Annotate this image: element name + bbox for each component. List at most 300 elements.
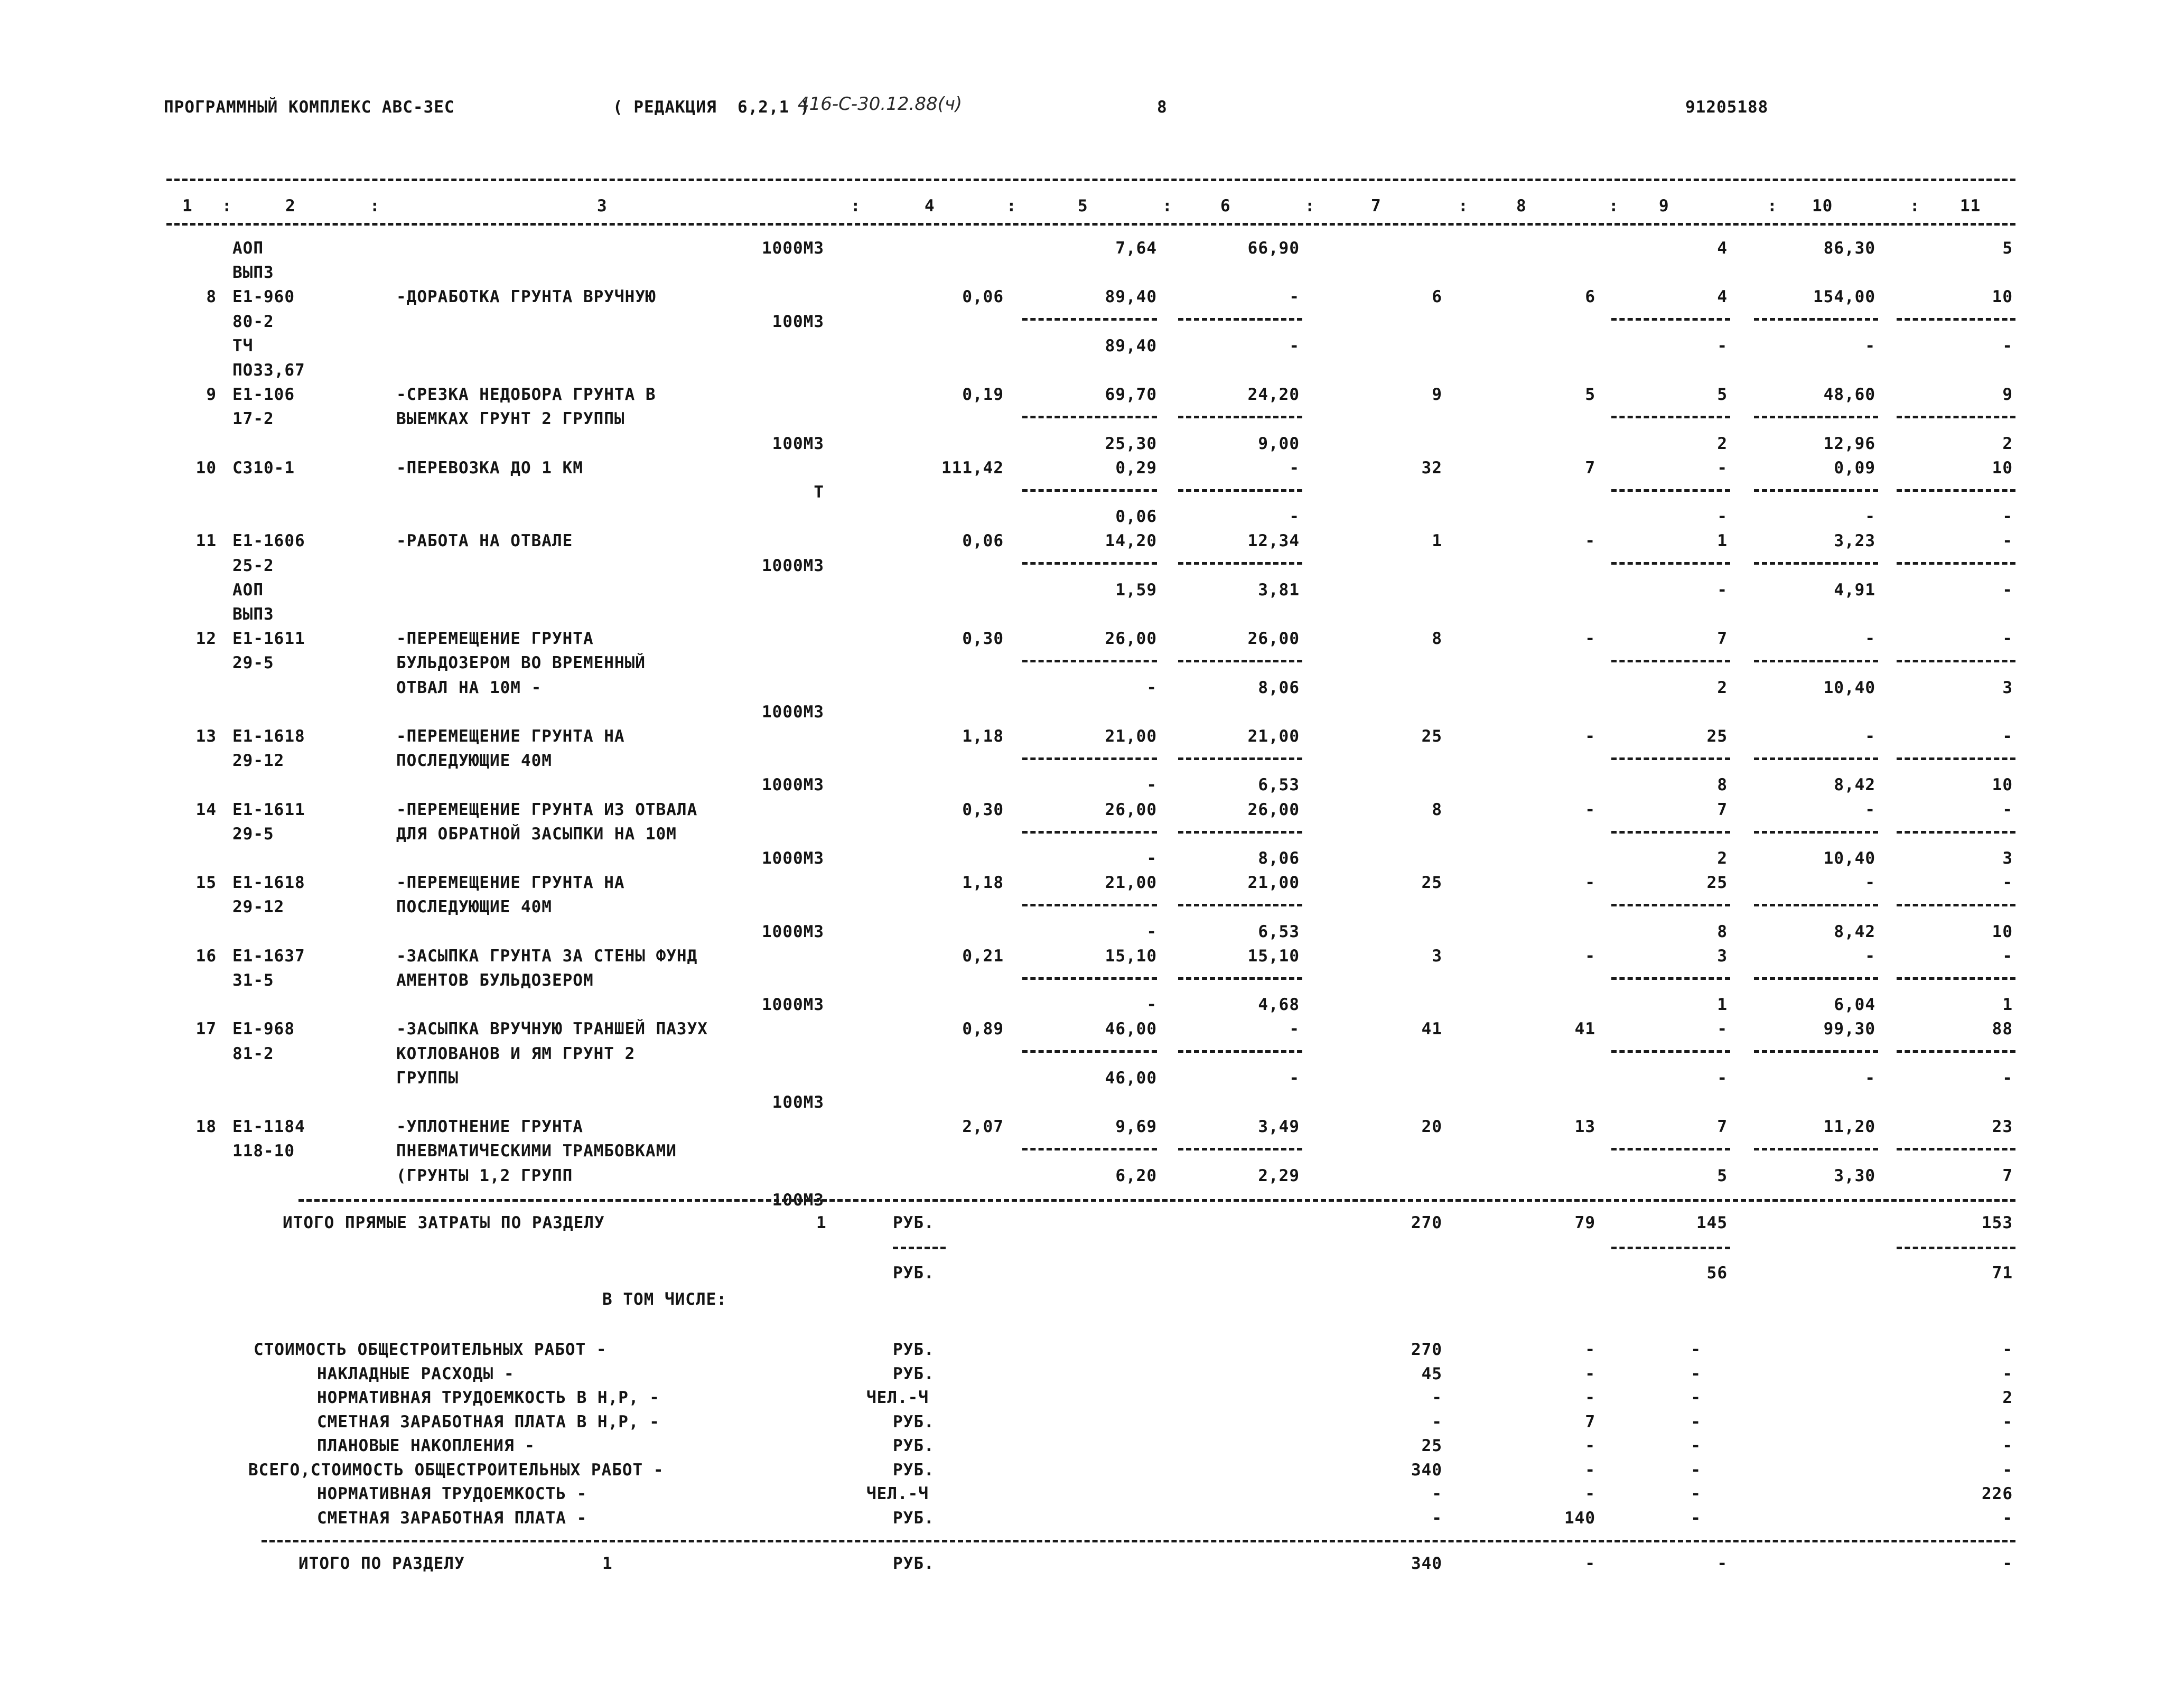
summary-c8: - bbox=[1585, 1388, 1595, 1407]
value-separator-rule bbox=[1754, 904, 1878, 906]
cell-c10: 6,04 bbox=[1834, 995, 1875, 1014]
value-separator-rule bbox=[1178, 416, 1302, 418]
cell-c9: 4 bbox=[1717, 287, 1728, 306]
cell-c7: 8 bbox=[1432, 800, 1442, 819]
value-separator-rule bbox=[1178, 904, 1302, 906]
cell-desc: ВЫЕМКАХ ГРУНТ 2 ГРУППЫ bbox=[396, 409, 625, 428]
cell-c9: 1 bbox=[1717, 995, 1728, 1014]
column-number-9: 9 bbox=[1659, 197, 1669, 216]
cell-n: 12 bbox=[195, 629, 217, 648]
summary-c9: - bbox=[1691, 1436, 1701, 1455]
cell-code: 80-2 bbox=[232, 312, 274, 331]
cell-c5: 26,00 bbox=[1105, 800, 1157, 819]
cell-code: 29-12 bbox=[232, 751, 285, 770]
cell-c9: - bbox=[1717, 459, 1728, 478]
cell-c5: - bbox=[1146, 849, 1157, 868]
cell-c6: 3,49 bbox=[1258, 1117, 1300, 1136]
cell-n: 11 bbox=[195, 531, 217, 550]
summary-c8: - bbox=[1585, 1461, 1595, 1480]
summary-label: НОРМАТИВНАЯ ТРУДОЕМКОСТЬ В Н,Р, - bbox=[317, 1388, 660, 1407]
final-c8: - bbox=[1585, 1554, 1595, 1573]
value-separator-rule bbox=[1178, 660, 1302, 662]
cell-c7: 3 bbox=[1432, 947, 1442, 966]
cell-c10: 4,91 bbox=[1834, 581, 1875, 600]
cell-c11: 2 bbox=[2002, 434, 2013, 453]
cell-desc: -ДОРАБОТКА ГРУНТА ВРУЧНУЮ bbox=[396, 287, 656, 306]
cell-c6: 66,90 bbox=[1247, 239, 1300, 258]
direct-costs-c8: 79 bbox=[1574, 1213, 1595, 1232]
value-separator-rule bbox=[1754, 831, 1878, 834]
cell-c5: 0,29 bbox=[1115, 459, 1157, 478]
column-header-rule bbox=[166, 223, 2015, 226]
cell-c6: 4,68 bbox=[1258, 995, 1300, 1014]
column-separator: : bbox=[1006, 197, 1017, 216]
cell-c9: 7 bbox=[1717, 1117, 1728, 1136]
cell-c11: 10 bbox=[1992, 922, 2013, 941]
column-number-4: 4 bbox=[925, 197, 935, 216]
column-separator: : bbox=[1767, 197, 1778, 216]
cell-c6: 21,00 bbox=[1247, 873, 1300, 892]
cell-c10: 8,42 bbox=[1834, 922, 1875, 941]
summary-unit: ЧЕЛ.-Ч bbox=[866, 1484, 929, 1503]
cell-c6: 24,20 bbox=[1247, 385, 1300, 404]
cell-c6: 9,00 bbox=[1258, 434, 1300, 453]
summary-c7: 45 bbox=[1421, 1364, 1442, 1383]
column-separator: : bbox=[1162, 197, 1173, 216]
cell-c7: 9 bbox=[1432, 385, 1442, 404]
cell-c10: 99,30 bbox=[1823, 1019, 1875, 1039]
cell-c6: 21,00 bbox=[1247, 727, 1300, 746]
cell-c5: 15,10 bbox=[1105, 947, 1157, 966]
cell-c9: 8 bbox=[1717, 775, 1728, 794]
cell-desc: ДЛЯ ОБРАТНОЙ ЗАСЫПКИ НА 10М bbox=[396, 825, 677, 844]
handwritten-note: 416-С-30.12.88(ч) bbox=[798, 93, 963, 115]
cell-c9: 25 bbox=[1706, 727, 1728, 746]
summary-c9: - bbox=[1691, 1484, 1701, 1503]
cell-c10: 8,42 bbox=[1834, 775, 1875, 794]
cell-desc: -СРЕЗКА НЕДОБОРА ГРУНТА В bbox=[396, 385, 656, 404]
cell-code: Е1-1611 bbox=[232, 629, 305, 648]
cell-c10: - bbox=[1865, 336, 1875, 355]
summary-unit: ЧЕЛ.-Ч bbox=[866, 1388, 929, 1407]
cell-c6: 8,06 bbox=[1258, 678, 1300, 697]
value-separator-rule bbox=[1022, 660, 1157, 662]
document-code: 91205188 bbox=[1685, 98, 1769, 117]
cell-desc: АМЕНТОВ БУЛЬДОЗЕРОМ bbox=[396, 971, 594, 990]
summary-c9: - bbox=[1691, 1340, 1701, 1359]
summary-c11: 2 bbox=[2002, 1388, 2013, 1407]
direct-costs-unit: РУБ. bbox=[893, 1213, 935, 1232]
cell-c10: 48,60 bbox=[1823, 385, 1875, 404]
cell-c5: 1,59 bbox=[1115, 581, 1157, 600]
value-separator-rule bbox=[1897, 562, 2015, 565]
cell-desc: -ПЕРЕВОЗКА ДО 1 КМ bbox=[396, 459, 583, 478]
summary-label: СМЕТНАЯ ЗАРАБОТНАЯ ПЛАТА В Н,Р, - bbox=[317, 1412, 660, 1432]
direct-costs-c11b: 71 bbox=[1992, 1264, 2013, 1283]
including-label: В ТОМ ЧИСЛЕ: bbox=[602, 1290, 727, 1309]
cell-code: С310-1 bbox=[232, 459, 295, 478]
summary-label: НАКЛАДНЫЕ РАСХОДЫ - bbox=[317, 1364, 515, 1383]
cell-c11: - bbox=[2002, 1069, 2013, 1088]
cell-c6: - bbox=[1289, 336, 1300, 355]
cell-desc: -ПЕРЕМЕЩЕНИЕ ГРУНТА bbox=[396, 629, 594, 648]
cell-c9: 2 bbox=[1717, 678, 1728, 697]
cell-c6: 12,34 bbox=[1247, 531, 1300, 550]
cell-code: Е1-106 bbox=[232, 385, 295, 404]
summary-c11: - bbox=[2002, 1461, 2013, 1480]
value-separator-rule bbox=[1897, 831, 2015, 834]
cell-unit: 100М3 bbox=[772, 312, 824, 331]
summary-c9: - bbox=[1691, 1364, 1701, 1383]
value-separator-rule bbox=[1178, 562, 1302, 565]
summary-c11: - bbox=[2002, 1436, 2013, 1455]
cell-c11: - bbox=[2002, 581, 2013, 600]
cell-code: Е1-1606 bbox=[232, 531, 305, 550]
cell-unit: 1000М3 bbox=[762, 239, 824, 258]
summary-unit: РУБ. bbox=[893, 1364, 935, 1383]
c11-short-rule bbox=[1897, 1247, 2015, 1249]
cell-unit: Т bbox=[814, 483, 824, 502]
final-unit: РУБ. bbox=[893, 1554, 935, 1573]
value-separator-rule bbox=[1754, 977, 1878, 980]
summary-c8: 7 bbox=[1585, 1412, 1595, 1432]
cell-code: 29-12 bbox=[232, 897, 285, 916]
cell-qty: 0,30 bbox=[962, 800, 1004, 819]
cell-c6: 6,53 bbox=[1258, 775, 1300, 794]
summary-c7: 270 bbox=[1411, 1340, 1442, 1359]
cell-c5: 14,20 bbox=[1105, 531, 1157, 550]
cell-c11: 3 bbox=[2002, 678, 2013, 697]
cell-c9: - bbox=[1717, 1019, 1728, 1039]
summary-unit: РУБ. bbox=[893, 1461, 935, 1480]
cell-c9: - bbox=[1717, 336, 1728, 355]
value-separator-rule bbox=[1754, 757, 1878, 760]
cell-qty: 1,18 bbox=[962, 873, 1004, 892]
value-separator-rule bbox=[1022, 904, 1157, 906]
cell-c11: - bbox=[2002, 873, 2013, 892]
cell-c6: - bbox=[1289, 287, 1300, 306]
cell-desc: ПНЕВМАТИЧЕСКИМИ ТРАМБОВКАМИ bbox=[396, 1142, 677, 1161]
summary-c11: - bbox=[2002, 1509, 2013, 1528]
summary-c11: - bbox=[2002, 1412, 2013, 1432]
cell-qty: 0,06 bbox=[962, 287, 1004, 306]
value-separator-rule bbox=[1754, 1148, 1878, 1150]
cell-c5: 21,00 bbox=[1105, 727, 1157, 746]
cell-code: 25-2 bbox=[232, 556, 274, 575]
final-top-rule bbox=[262, 1540, 2015, 1542]
column-separator: : bbox=[370, 197, 380, 216]
cell-c6: 3,81 bbox=[1258, 581, 1300, 600]
value-separator-rule bbox=[1022, 1148, 1157, 1150]
summary-c7: - bbox=[1432, 1509, 1442, 1528]
value-separator-rule bbox=[1611, 1050, 1730, 1053]
cell-code: Е1-968 bbox=[232, 1019, 295, 1039]
cell-c11: 88 bbox=[1992, 1019, 2013, 1039]
cell-c11: - bbox=[2002, 531, 2013, 550]
cell-c11: - bbox=[2002, 507, 2013, 526]
value-separator-rule bbox=[1022, 562, 1157, 565]
cell-desc: ОТВАЛ НА 10М - bbox=[396, 678, 542, 697]
cell-unit: 1000М3 bbox=[762, 775, 824, 794]
cell-c11: 7 bbox=[2002, 1166, 2013, 1185]
value-separator-rule bbox=[1022, 416, 1157, 418]
summary-c9: - bbox=[1691, 1412, 1701, 1432]
value-separator-rule bbox=[1178, 489, 1302, 492]
value-separator-rule bbox=[1897, 757, 2015, 760]
cell-code: АОП bbox=[232, 581, 264, 600]
cell-desc: (ГРУНТЫ 1,2 ГРУПП bbox=[396, 1166, 573, 1185]
cell-c10: 154,00 bbox=[1813, 287, 1875, 306]
value-separator-rule bbox=[1611, 562, 1730, 565]
value-separator-rule bbox=[1897, 904, 2015, 906]
column-number-2: 2 bbox=[285, 197, 296, 216]
cell-c10: - bbox=[1865, 727, 1875, 746]
cell-c9: 5 bbox=[1717, 1166, 1728, 1185]
cell-c7: 32 bbox=[1421, 459, 1442, 478]
cell-c8: - bbox=[1585, 629, 1595, 648]
cell-code: ПОЗЗ,67 bbox=[232, 361, 305, 380]
column-number-10: 10 bbox=[1812, 197, 1833, 216]
cell-code: 29-5 bbox=[232, 825, 274, 844]
cell-n: 17 bbox=[195, 1019, 217, 1039]
cell-desc: -РАБОТА НА ОТВАЛЕ bbox=[396, 531, 573, 550]
summary-c9: - bbox=[1691, 1388, 1701, 1407]
value-separator-rule bbox=[1754, 660, 1878, 662]
summary-c7: - bbox=[1432, 1388, 1442, 1407]
value-separator-rule bbox=[1897, 416, 2015, 418]
cell-code: 118-10 bbox=[232, 1142, 295, 1161]
cell-desc: ПОСЛЕДУЮЩИЕ 40М bbox=[396, 751, 552, 770]
cell-c7: 25 bbox=[1421, 873, 1442, 892]
cell-c10: 10,40 bbox=[1823, 678, 1875, 697]
value-separator-rule bbox=[1022, 1050, 1157, 1053]
cell-c5: 69,70 bbox=[1105, 385, 1157, 404]
value-separator-rule bbox=[1754, 318, 1878, 321]
value-separator-rule bbox=[1611, 977, 1730, 980]
cell-c9: 5 bbox=[1717, 385, 1728, 404]
cell-qty: 0,19 bbox=[962, 385, 1004, 404]
summary-label: СТОИМОСТЬ ОБЩЕСТРОИТЕЛЬНЫХ РАБОТ - bbox=[254, 1340, 607, 1359]
value-separator-rule bbox=[1022, 977, 1157, 980]
value-separator-rule bbox=[1897, 1050, 2015, 1053]
value-separator-rule bbox=[1897, 977, 2015, 980]
cell-unit: 1000М3 bbox=[762, 849, 824, 868]
cell-c6: 2,29 bbox=[1258, 1166, 1300, 1185]
cell-c5: 0,06 bbox=[1115, 507, 1157, 526]
cell-c11: - bbox=[2002, 727, 2013, 746]
cell-c9: 7 bbox=[1717, 629, 1728, 648]
cell-n: 16 bbox=[195, 947, 217, 966]
cell-c8: 5 bbox=[1585, 385, 1595, 404]
cell-code: 17-2 bbox=[232, 409, 274, 428]
value-separator-rule bbox=[1022, 318, 1157, 321]
value-separator-rule bbox=[1897, 1148, 2015, 1150]
summary-label: ВСЕГО,СТОИМОСТЬ ОБЩЕСТРОИТЕЛЬНЫХ РАБОТ - bbox=[248, 1461, 664, 1480]
cell-c11: 5 bbox=[2002, 239, 2013, 258]
cell-n: 15 bbox=[195, 873, 217, 892]
cell-code: ВЫПЗ bbox=[232, 263, 274, 282]
cell-c11: - bbox=[2002, 800, 2013, 819]
cell-c10: 12,96 bbox=[1823, 434, 1875, 453]
cell-c8: 7 bbox=[1585, 459, 1595, 478]
final-section: 1 bbox=[602, 1554, 613, 1573]
column-separator: : bbox=[1910, 197, 1920, 216]
cell-c11: 3 bbox=[2002, 849, 2013, 868]
cell-code: Е1-960 bbox=[232, 287, 295, 306]
totals-top-rule bbox=[298, 1199, 2015, 1202]
cell-c8: - bbox=[1585, 531, 1595, 550]
cell-qty: 0,21 bbox=[962, 947, 1004, 966]
cell-n: 14 bbox=[195, 800, 217, 819]
cell-desc: -ЗАСЫПКА ВРУЧНУЮ ТРАНШЕЙ ПАЗУХ bbox=[396, 1019, 708, 1039]
program-title: ПРОГРАММНЫЙ КОМПЛЕКС АВС-ЗЕС bbox=[164, 98, 455, 117]
direct-costs-c7: 270 bbox=[1411, 1213, 1442, 1232]
value-separator-rule bbox=[1897, 318, 2015, 321]
cell-c5: - bbox=[1146, 775, 1157, 794]
cell-unit: 100М3 bbox=[772, 1093, 824, 1112]
cell-c6: 26,00 bbox=[1247, 800, 1300, 819]
cell-c5: 6,20 bbox=[1115, 1166, 1157, 1185]
column-separator: : bbox=[222, 197, 232, 216]
value-separator-rule bbox=[1611, 757, 1730, 760]
cell-qty: 2,07 bbox=[962, 1117, 1004, 1136]
cell-code: 81-2 bbox=[232, 1044, 274, 1063]
cell-c10: - bbox=[1865, 629, 1875, 648]
cell-code: Е1-1184 bbox=[232, 1117, 305, 1136]
cell-c8: 13 bbox=[1574, 1117, 1595, 1136]
cell-desc: КОТЛОВАНОВ И ЯМ ГРУНТ 2 bbox=[396, 1044, 636, 1063]
value-separator-rule bbox=[1754, 1050, 1878, 1053]
cell-code: ВЫПЗ bbox=[232, 605, 274, 624]
cell-code: Е1-1637 bbox=[232, 947, 305, 966]
value-separator-rule bbox=[1754, 416, 1878, 418]
value-separator-rule bbox=[1897, 660, 2015, 662]
cell-c7: 1 bbox=[1432, 531, 1442, 550]
cell-unit: 1000М3 bbox=[762, 995, 824, 1014]
cell-c6: 6,53 bbox=[1258, 922, 1300, 941]
summary-c8: - bbox=[1585, 1364, 1595, 1383]
cell-c10: 10,40 bbox=[1823, 849, 1875, 868]
summary-label: ПЛАНОВЫЕ НАКОПЛЕНИЯ - bbox=[317, 1436, 535, 1455]
table-top-rule bbox=[166, 179, 2015, 181]
cell-unit: 100М3 bbox=[772, 1191, 824, 1210]
summary-c8: 140 bbox=[1564, 1509, 1595, 1528]
cell-n: 10 bbox=[195, 459, 217, 478]
value-separator-rule bbox=[1611, 1148, 1730, 1150]
cell-c7: 6 bbox=[1432, 287, 1442, 306]
cell-c11: 10 bbox=[1992, 459, 2013, 478]
summary-c7: 340 bbox=[1411, 1461, 1442, 1480]
cell-code: Е1-1611 bbox=[232, 800, 305, 819]
value-separator-rule bbox=[1611, 904, 1730, 906]
direct-costs-c9: 145 bbox=[1696, 1213, 1728, 1232]
summary-c7: - bbox=[1432, 1412, 1442, 1432]
summary-c11: - bbox=[2002, 1340, 2013, 1359]
cell-c9: - bbox=[1717, 1069, 1728, 1088]
summary-unit: РУБ. bbox=[893, 1412, 935, 1432]
value-separator-rule bbox=[1178, 977, 1302, 980]
cell-c5: 25,30 bbox=[1105, 434, 1157, 453]
cell-unit: 1000М3 bbox=[762, 703, 824, 722]
column-separator: : bbox=[851, 197, 861, 216]
column-number-3: 3 bbox=[597, 197, 608, 216]
direct-costs-unit2: РУБ. bbox=[893, 1264, 935, 1283]
page-number: 8 bbox=[1157, 98, 1168, 117]
cell-c11: 1 bbox=[2002, 995, 2013, 1014]
value-separator-rule bbox=[1178, 757, 1302, 760]
summary-c7: 25 bbox=[1421, 1436, 1442, 1455]
cell-c6: - bbox=[1289, 459, 1300, 478]
cell-qty: 0,89 bbox=[962, 1019, 1004, 1039]
value-separator-rule bbox=[1611, 831, 1730, 834]
summary-label: НОРМАТИВНАЯ ТРУДОЕМКОСТЬ - bbox=[317, 1484, 587, 1503]
value-separator-rule bbox=[1611, 416, 1730, 418]
final-label: ИТОГО ПО РАЗДЕЛУ bbox=[298, 1554, 465, 1573]
cell-c8: - bbox=[1585, 727, 1595, 746]
cell-desc: ГРУППЫ bbox=[396, 1069, 459, 1088]
cell-c11: - bbox=[2002, 629, 2013, 648]
summary-c8: - bbox=[1585, 1484, 1595, 1503]
cell-c11: 23 bbox=[1992, 1117, 2013, 1136]
cell-c10: - bbox=[1865, 947, 1875, 966]
cell-c9: 7 bbox=[1717, 800, 1728, 819]
cell-c9: 4 bbox=[1717, 239, 1728, 258]
unit-short-rule bbox=[893, 1247, 946, 1249]
column-separator: : bbox=[1458, 197, 1469, 216]
value-separator-rule bbox=[1754, 562, 1878, 565]
cell-c9: 1 bbox=[1717, 531, 1728, 550]
cell-c5: - bbox=[1146, 995, 1157, 1014]
cell-c7: 41 bbox=[1421, 1019, 1442, 1039]
cell-c5: 46,00 bbox=[1105, 1069, 1157, 1088]
cell-c11: 10 bbox=[1992, 775, 2013, 794]
cell-desc: -ПЕРЕМЕЩЕНИЕ ГРУНТА НА bbox=[396, 727, 625, 746]
cell-c6: 15,10 bbox=[1247, 947, 1300, 966]
direct-costs-section: 1 bbox=[816, 1213, 827, 1232]
cell-c6: 26,00 bbox=[1247, 629, 1300, 648]
cell-code: АОП bbox=[232, 239, 264, 258]
column-separator: : bbox=[1609, 197, 1619, 216]
cell-c6: - bbox=[1289, 1069, 1300, 1088]
cell-c9: 2 bbox=[1717, 434, 1728, 453]
cell-desc: -УПЛОТНЕНИЕ ГРУНТА bbox=[396, 1117, 583, 1136]
summary-c8: - bbox=[1585, 1436, 1595, 1455]
cell-c10: - bbox=[1865, 1069, 1875, 1088]
summary-c9: - bbox=[1691, 1509, 1701, 1528]
summary-unit: РУБ. bbox=[893, 1436, 935, 1455]
final-c9: - bbox=[1717, 1554, 1728, 1573]
summary-c9: - bbox=[1691, 1461, 1701, 1480]
c9-short-rule bbox=[1611, 1247, 1730, 1249]
column-number-1: 1 bbox=[182, 197, 193, 216]
cell-c9: 25 bbox=[1706, 873, 1728, 892]
cell-c7: 20 bbox=[1421, 1117, 1442, 1136]
cell-code: Е1-1618 bbox=[232, 727, 305, 746]
cell-code: Е1-1618 bbox=[232, 873, 305, 892]
cell-c10: 11,20 bbox=[1823, 1117, 1875, 1136]
value-separator-rule bbox=[1178, 1148, 1302, 1150]
summary-c7: - bbox=[1432, 1484, 1442, 1503]
cell-c5: 21,00 bbox=[1105, 873, 1157, 892]
final-c11: - bbox=[2002, 1554, 2013, 1573]
cell-desc: -ПЕРЕМЕЩЕНИЕ ГРУНТА ИЗ ОТВАЛА bbox=[396, 800, 698, 819]
cell-c7: 25 bbox=[1421, 727, 1442, 746]
direct-costs-c9b: 56 bbox=[1706, 1264, 1728, 1283]
cell-c11: - bbox=[2002, 947, 2013, 966]
cell-c6: 8,06 bbox=[1258, 849, 1300, 868]
cell-c8: - bbox=[1585, 873, 1595, 892]
cell-n: 13 bbox=[195, 727, 217, 746]
